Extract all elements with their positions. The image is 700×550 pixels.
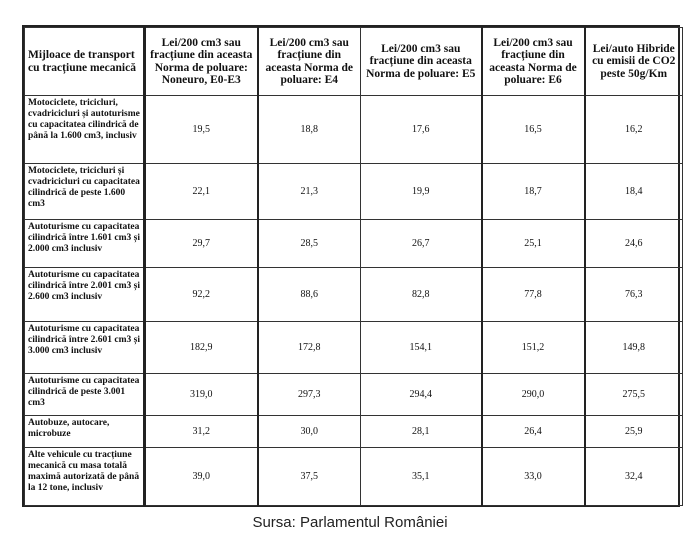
- cell-value: 18,7: [482, 164, 585, 220]
- cell-value: 275,5: [585, 374, 683, 416]
- cell-value: 17,6: [361, 96, 482, 164]
- table-header-row: [25, 28, 683, 96]
- table-row: [25, 374, 683, 416]
- cell-value: 77,8: [482, 268, 585, 322]
- header-noneuro-e0-e3: Lei/200 cm3 sau fracțiune din aceasta Norma de poluare: Noneuro, E0-E3: [145, 28, 258, 96]
- cell-value: 76,3: [585, 268, 683, 322]
- cell-value: 22,1: [145, 164, 258, 220]
- cell-value: 33,0: [482, 448, 585, 506]
- cell-value: 149,8: [585, 322, 683, 374]
- row-label: Alte vehicule cu tracțiune mecanică cu masa totală maximă autorizată de până la 12 tone, inclusiv: [25, 448, 145, 506]
- cell-value: 37,5: [258, 448, 361, 506]
- cell-value: 297,3: [258, 374, 361, 416]
- cell-value: 88,6: [258, 268, 361, 322]
- cell-value: 172,8: [258, 322, 361, 374]
- cell-value: 26,7: [361, 220, 482, 268]
- row-label: Motociclete, tricicluri și cvadricicluri cu capacitatea cilindrică de peste 1.600 cm3: [25, 164, 145, 220]
- header-vehicle-type: Mijloace de transport cu tracțiune mecanică: [25, 28, 145, 96]
- table-row: [25, 268, 683, 322]
- cell-value: 154,1: [361, 322, 482, 374]
- header-e6: Lei/200 cm3 sau fracțiune din aceasta Norma de poluare: E6: [482, 28, 585, 96]
- source-caption: Sursa: Parlamentul României: [252, 514, 448, 531]
- cell-value: 32,4: [585, 448, 683, 506]
- header-e4: Lei/200 cm3 sau fracțiune din aceasta Norma de poluare: E4: [258, 28, 361, 96]
- cell-value: 19,5: [145, 96, 258, 164]
- header-e5: Lei/200 cm3 sau fracțiune din aceasta Norma de poluare: E5: [361, 28, 482, 96]
- cell-value: 28,5: [258, 220, 361, 268]
- cell-value: 21,3: [258, 164, 361, 220]
- header-hybrid: Lei/auto Hibride cu emisii de CO2 peste 50g/Km: [585, 28, 683, 96]
- cell-value: 319,0: [145, 374, 258, 416]
- cell-value: 25,9: [585, 416, 683, 448]
- cell-value: 24,6: [585, 220, 683, 268]
- cell-value: 18,8: [258, 96, 361, 164]
- cell-value: 25,1: [482, 220, 585, 268]
- cell-value: 19,9: [361, 164, 482, 220]
- cell-value: 16,5: [482, 96, 585, 164]
- cell-value: 30,0: [258, 416, 361, 448]
- cell-value: 294,4: [361, 374, 482, 416]
- cell-value: 290,0: [482, 374, 585, 416]
- row-label: Autoturisme cu capacitatea cilindrică între 1.601 cm3 și 2.000 cm3 inclusiv: [25, 220, 145, 268]
- cell-value: 35,1: [361, 448, 482, 506]
- table-row: [25, 448, 683, 506]
- cell-value: 28,1: [361, 416, 482, 448]
- tax-table: [24, 27, 683, 506]
- row-label: Autoturisme cu capacitatea cilindrică de peste 3.001 cm3: [25, 374, 145, 416]
- cell-value: 18,4: [585, 164, 683, 220]
- cell-value: 26,4: [482, 416, 585, 448]
- row-label: Autoturisme cu capacitatea cilindrică între 2.601 cm3 și 3.000 cm3 inclusiv: [25, 322, 145, 374]
- cell-value: 16,2: [585, 96, 683, 164]
- tax-table-frame: [22, 25, 680, 507]
- cell-value: 39,0: [145, 448, 258, 506]
- cell-value: 82,8: [361, 268, 482, 322]
- cell-value: 182,9: [145, 322, 258, 374]
- cell-value: 29,7: [145, 220, 258, 268]
- table-row: [25, 220, 683, 268]
- table-row: [25, 416, 683, 448]
- cell-value: 151,2: [482, 322, 585, 374]
- row-label: Autoturisme cu capacitatea cilindrică între 2.001 cm3 și 2.600 cm3 inclusiv: [25, 268, 145, 322]
- row-label: Motociclete, tricicluri, cvadricicluri și autoturisme cu capacitatea cilindrică de până la 1.600 cm3, inclusiv: [25, 96, 145, 164]
- table-row: [25, 164, 683, 220]
- cell-value: 92,2: [145, 268, 258, 322]
- table-row: [25, 322, 683, 374]
- table-row: [25, 96, 683, 164]
- cell-value: 31,2: [145, 416, 258, 448]
- row-label: Autobuze, autocare, microbuze: [25, 416, 145, 448]
